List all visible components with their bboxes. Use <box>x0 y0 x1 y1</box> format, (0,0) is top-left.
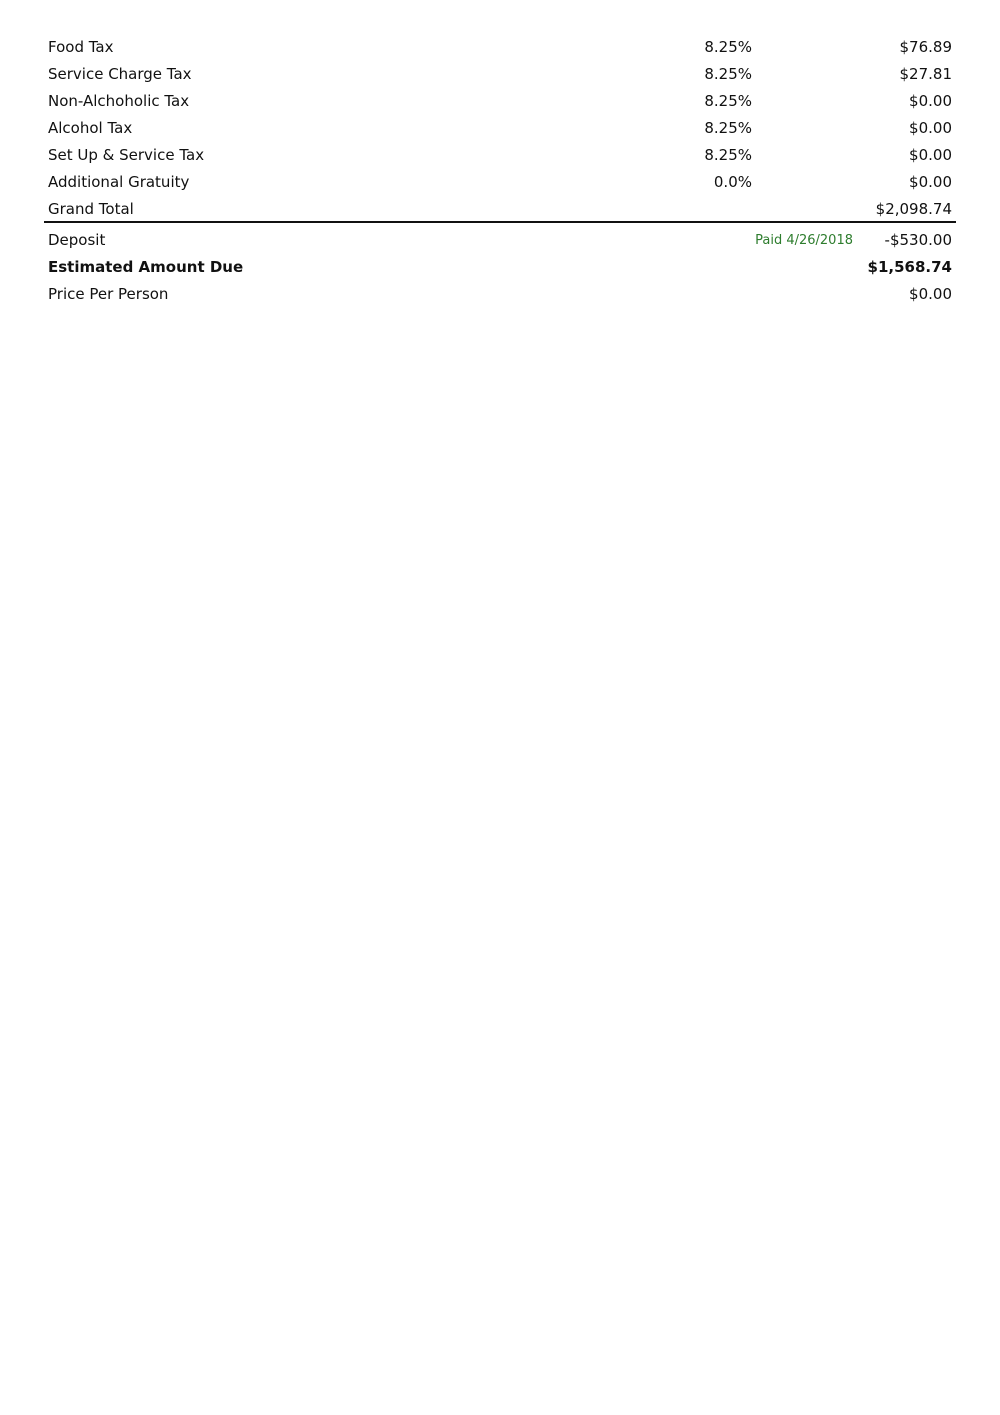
row-label: Additional Gratuity <box>48 173 190 191</box>
row-rate: 8.25% <box>704 65 752 83</box>
row-amount: $27.81 <box>899 65 952 83</box>
price-per-person-amount: $0.00 <box>909 285 952 303</box>
grand-total-row <box>44 196 956 223</box>
row-amount: $0.00 <box>909 146 952 164</box>
row-rate: 8.25% <box>704 38 752 56</box>
grand-total-label: Grand Total <box>48 200 134 218</box>
row-rate: 8.25% <box>704 119 752 137</box>
price-per-person-row <box>44 281 956 308</box>
row-amount: $76.89 <box>899 38 952 56</box>
tax-row-service-charge <box>44 61 956 88</box>
row-label: Set Up & Service Tax <box>48 146 205 164</box>
estimated-amount-due-label: Estimated Amount Due <box>48 258 244 276</box>
grand-total-amount: $2,098.74 <box>875 200 952 218</box>
row-rate: 8.25% <box>704 92 752 110</box>
deposit-paid-note: Paid 4/26/2018 <box>755 233 853 248</box>
row-amount: $0.00 <box>909 173 952 191</box>
tax-row-setup-service <box>44 142 956 169</box>
tax-row-alcohol <box>44 115 956 142</box>
estimated-amount-due-row <box>44 254 956 281</box>
tax-row-food <box>44 34 956 61</box>
tax-row-non-alcoholic <box>44 88 956 115</box>
row-label: Alcohol Tax <box>48 119 133 137</box>
row-amount: $0.00 <box>909 92 952 110</box>
deposit-row <box>44 227 956 254</box>
deposit-label: Deposit <box>48 231 106 249</box>
deposit-amount: -$530.00 <box>884 231 952 249</box>
row-label: Non-Alchoholic Tax <box>48 92 190 110</box>
tax-row-additional-gratuity <box>44 169 956 196</box>
row-label: Food Tax <box>48 38 114 56</box>
row-rate: 8.25% <box>704 146 752 164</box>
row-amount: $0.00 <box>909 119 952 137</box>
totals-summary <box>44 34 956 308</box>
estimated-amount-due-amount: $1,568.74 <box>867 258 952 276</box>
row-label: Service Charge Tax <box>48 65 192 83</box>
row-rate: 0.0% <box>713 173 752 191</box>
price-per-person-label: Price Per Person <box>48 285 169 303</box>
